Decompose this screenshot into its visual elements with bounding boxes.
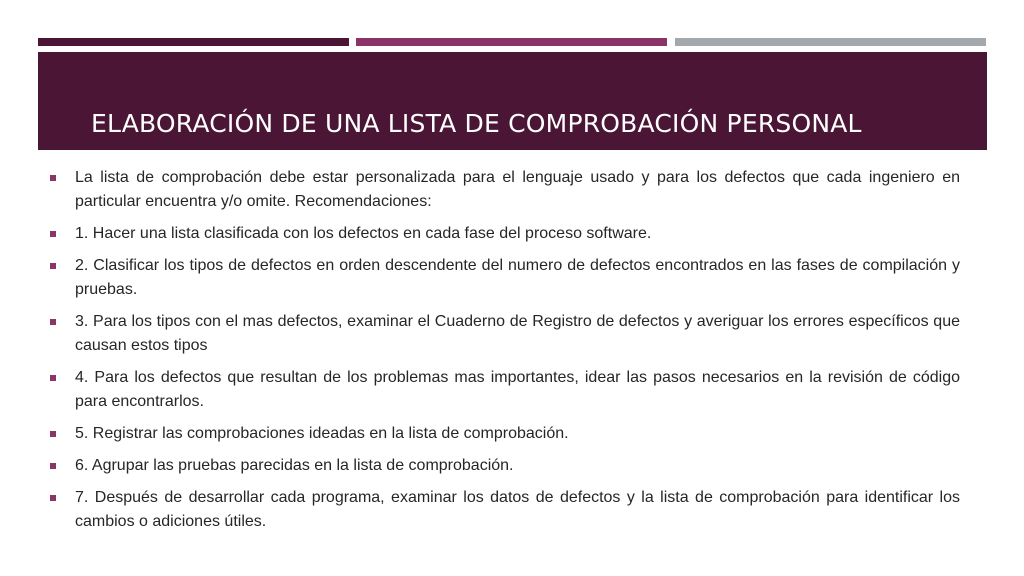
bullet-item — [48, 486, 960, 534]
bullet-text: 3. Para los tipos con el mas defectos, examinar el Cuaderno de Registro de defectos y averiguar los errores específicos que causan estos tipos — [75, 313, 960, 354]
accent-bar-gray — [675, 38, 986, 46]
square-bullet-icon — [50, 375, 56, 381]
square-bullet-icon — [50, 319, 56, 325]
accent-bar-dark — [38, 38, 349, 46]
bullet-item — [48, 254, 960, 302]
accent-bar-magenta — [356, 38, 667, 46]
bullet-text: 2. Clasificar los tipos de defectos en orden descendente del numero de defectos encontrados en las fases de compilación y pruebas. — [75, 257, 960, 298]
bullet-text: 5. Registrar las comprobaciones ideadas en la lista de comprobación. — [75, 425, 569, 442]
square-bullet-icon — [50, 231, 56, 237]
bullet-item — [48, 366, 960, 414]
bullet-list — [48, 166, 960, 534]
square-bullet-icon — [50, 263, 56, 269]
square-bullet-icon — [50, 463, 56, 469]
bullet-text: La lista de comprobación debe estar personalizada para el lenguaje usado y para los defectos que cada ingeniero en particular encuentra y/o omite. Recomendaciones: — [75, 169, 960, 210]
bullet-item — [48, 222, 960, 246]
bullet-text: 1. Hacer una lista clasificada con los defectos en cada fase del proceso software. — [75, 225, 652, 242]
square-bullet-icon — [50, 495, 56, 501]
bullet-text: 6. Agrupar las pruebas parecidas en la lista de comprobación. — [75, 457, 514, 474]
bullet-text: 7. Después de desarrollar cada programa, examinar los datos de defectos y la lista de comprobación para identificar los cambios o adiciones útiles. — [75, 489, 960, 530]
square-bullet-icon — [50, 175, 56, 181]
title-band — [38, 52, 987, 150]
bullet-item — [48, 166, 960, 214]
bullet-item — [48, 422, 960, 446]
square-bullet-icon — [50, 431, 56, 437]
bullet-item — [48, 454, 960, 478]
bullet-item — [48, 310, 960, 358]
slide-title: ELABORACIÓN DE UNA LISTA DE COMPROBACIÓN PERSONAL — [91, 109, 862, 138]
bullet-text: 4. Para los defectos que resultan de los problemas mas importantes, idear las pasos necesarios en la revisión de código para encontrarlos. — [75, 369, 960, 410]
